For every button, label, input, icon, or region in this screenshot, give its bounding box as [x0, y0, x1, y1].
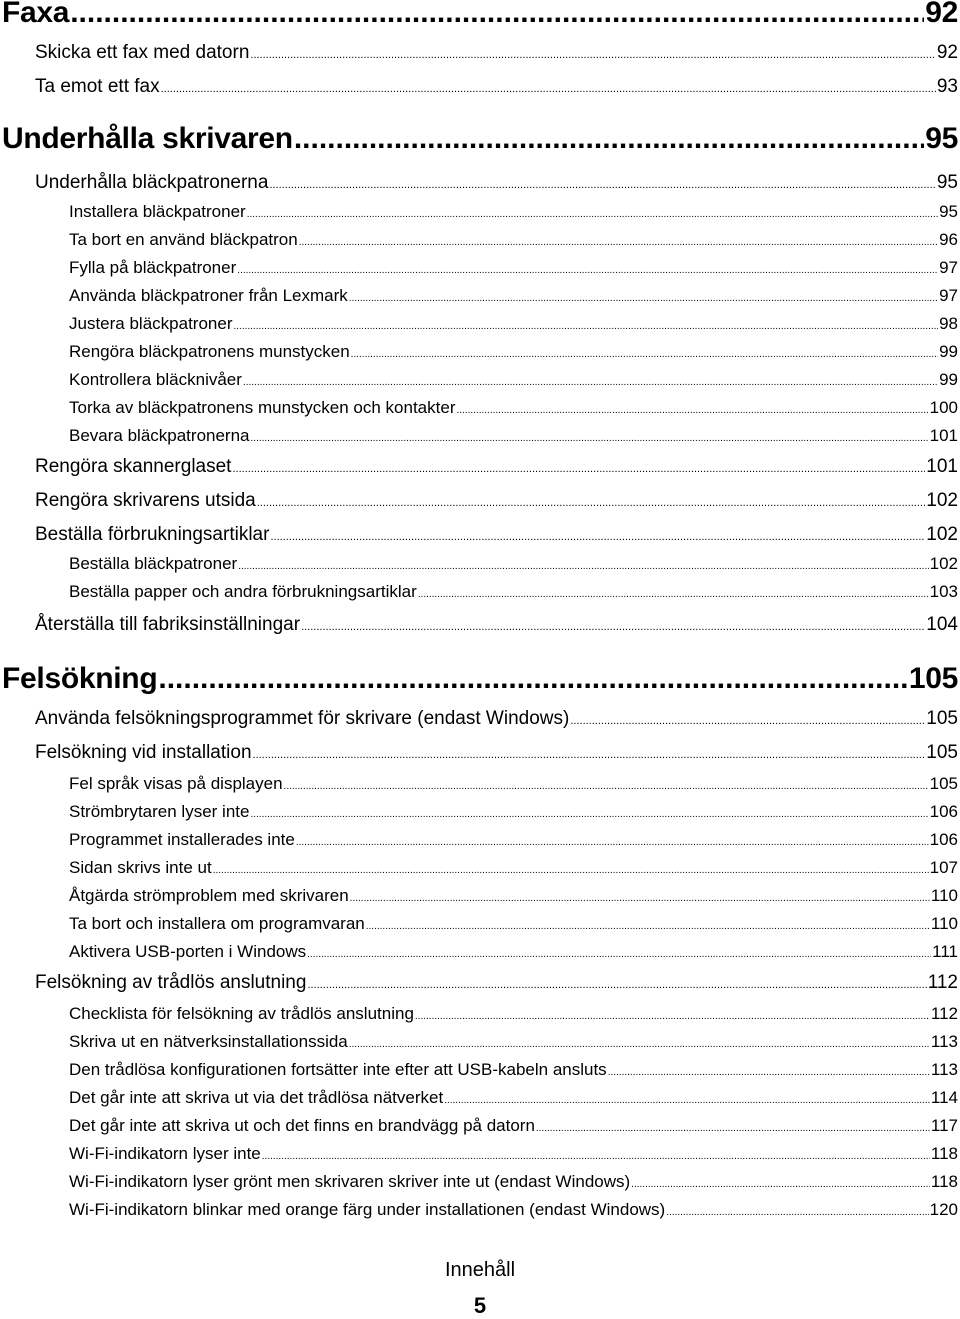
toc-entry-label: Rengöra skrivarens utsida	[35, 490, 256, 511]
toc-page-number: 92	[925, 0, 958, 29]
toc-page-number: 102	[926, 490, 958, 511]
toc-entry-label: Rengöra bläckpatronens munstycken	[69, 342, 350, 361]
toc-subsection[interactable]	[69, 1144, 958, 1164]
toc-page-number: 114	[930, 1088, 958, 1107]
toc-subsection[interactable]	[69, 342, 958, 362]
dot-leader	[238, 554, 928, 574]
dot-leader	[161, 76, 936, 98]
toc-subsection[interactable]	[69, 426, 958, 446]
toc-entry-label: Aktivera USB-porten i Windows	[69, 942, 307, 961]
toc-page-number: 95	[939, 202, 958, 221]
toc-entry-label: Ta bort och installera om programvaran	[69, 914, 365, 933]
toc-entry-label: Skicka ett fax med datorn	[35, 42, 250, 63]
dot-leader	[250, 42, 935, 64]
dot-leader	[299, 230, 938, 250]
toc-subsection[interactable]	[69, 202, 958, 222]
toc-page-number: 112	[930, 1004, 958, 1023]
toc-page-number: 118	[930, 1144, 958, 1163]
toc-chapter-faxa[interactable]	[2, 0, 958, 30]
toc-page-number: 96	[939, 230, 958, 249]
dot-leader	[213, 858, 929, 878]
dot-leader	[237, 258, 938, 278]
toc-entry-label: Underhålla bläckpatronerna	[35, 172, 269, 193]
toc-page-number: 105	[908, 662, 958, 695]
toc-entry-label: Wi-Fi-indikatorn blinkar med orange färg under installationen (endast Windows)	[69, 1200, 666, 1219]
toc-page-number: 117	[930, 1116, 958, 1135]
toc-section[interactable]	[35, 172, 958, 194]
toc-page-number: 110	[930, 886, 958, 905]
dot-leader	[307, 942, 931, 962]
toc-entry-label: Felsökning vid installation	[35, 742, 252, 763]
toc-entry-label: Felsökning av trådlös anslutning	[35, 972, 307, 993]
toc-section[interactable]	[35, 708, 958, 730]
toc-subsection[interactable]	[69, 286, 958, 306]
dot-leader	[350, 886, 930, 906]
toc-page-number: 112	[927, 972, 958, 993]
toc-page-number: 95	[925, 122, 958, 155]
toc-section[interactable]	[35, 524, 958, 546]
dot-leader	[232, 456, 925, 478]
dot-leader	[296, 830, 929, 850]
toc-entry-label: Faxa	[2, 0, 70, 29]
dot-leader	[270, 524, 925, 546]
toc-entry-label: Fylla på bläckpatroner	[69, 258, 237, 277]
toc-page-number: 113	[930, 1060, 958, 1079]
toc-entry-label: Beställa bläckpatroner	[69, 554, 238, 573]
toc-entry-label: Fel språk visas på displayen	[69, 774, 283, 793]
toc-subsection[interactable]	[69, 258, 958, 278]
dot-leader	[666, 1200, 928, 1220]
toc-page-number: 120	[929, 1200, 958, 1219]
toc-section[interactable]	[35, 742, 958, 764]
toc-page-number: 97	[939, 286, 958, 305]
footer-section-title: Innehåll	[444, 1259, 516, 1281]
toc-page-number: 105	[929, 774, 958, 793]
toc-subsection[interactable]	[69, 398, 958, 418]
dot-leader	[351, 342, 938, 362]
toc-page-number: 102	[926, 524, 958, 545]
dot-leader	[608, 1060, 930, 1080]
toc-section[interactable]	[35, 456, 958, 478]
toc-entry-label: Beställa papper och andra förbrukningsartiklar	[69, 582, 417, 601]
toc-entry-label: Ta bort en använd bläckpatron	[69, 230, 298, 249]
toc-section[interactable]	[35, 614, 958, 636]
toc-entry-label: Strömbrytaren lyser inte	[69, 802, 250, 821]
toc-section[interactable]	[35, 490, 958, 512]
dot-leader	[257, 490, 926, 512]
toc-subsection[interactable]	[69, 942, 958, 962]
toc-subsection[interactable]	[69, 1116, 958, 1136]
dot-leader	[418, 582, 929, 602]
toc-page-number: 105	[926, 742, 958, 763]
toc-entry-label: Använda bläckpatroner från Lexmark	[69, 286, 348, 305]
toc-page-number: 93	[936, 76, 958, 97]
toc-subsection[interactable]	[69, 830, 958, 850]
toc-chapter-underhalla[interactable]	[2, 122, 958, 156]
toc-subsection[interactable]	[69, 1200, 958, 1220]
toc-chapter-felsokning[interactable]	[2, 662, 958, 696]
toc-subsection[interactable]	[69, 370, 958, 390]
toc-entry-label: Felsökning	[2, 662, 158, 695]
toc-subsection[interactable]	[69, 1060, 958, 1080]
toc-entry-label: Sidan skrivs inte ut	[69, 858, 212, 877]
toc-entry-label: Det går inte att skriva ut via det trådlösa nätverket	[69, 1088, 444, 1107]
toc-entry-label: Skriva ut en nätverksinstallationssida	[69, 1032, 348, 1051]
toc-entry-label: Åtgärda strömproblem med skrivaren	[69, 886, 349, 905]
toc-page-number: 107	[929, 858, 958, 877]
toc-subsection[interactable]	[69, 858, 958, 878]
dot-leader	[444, 1088, 930, 1108]
toc-page-number: 105	[926, 708, 958, 729]
toc-entry-label: Wi-Fi-indikatorn lyser inte	[69, 1144, 261, 1163]
toc-entry-label: Beställa förbrukningsartiklar	[35, 524, 270, 545]
dot-leader	[250, 802, 928, 822]
dot-leader	[415, 1004, 930, 1024]
toc-entry-label: Kontrollera bläcknivåer	[69, 370, 242, 389]
dot-leader	[269, 172, 935, 194]
toc-entry-label: Torka av bläckpatronens munstycken och kontakter	[69, 398, 456, 417]
toc-entry-label: Ta emot ett fax	[35, 76, 160, 97]
toc-page-number: 101	[926, 456, 958, 477]
dot-leader	[366, 914, 930, 934]
toc-entry-label: Underhålla skrivaren	[2, 122, 293, 155]
toc-entry-label: Använda felsökningsprogrammet för skrivare (endast Windows)	[35, 708, 570, 729]
toc-page-number: 92	[936, 42, 958, 63]
dot-leader	[243, 370, 938, 390]
toc-section[interactable]	[35, 76, 958, 98]
dot-leader	[631, 1172, 930, 1192]
dot-leader	[284, 774, 929, 794]
footer-page-number: 5	[473, 1293, 487, 1318]
toc-entry-label: Bevara bläckpatronerna	[69, 426, 250, 445]
toc-subsection[interactable]	[69, 1088, 958, 1108]
dot-leader	[301, 614, 925, 636]
toc-page-number: 111	[932, 942, 958, 961]
dot-leader	[307, 972, 926, 994]
toc-page-number: 95	[936, 172, 958, 193]
toc-section[interactable]	[35, 42, 958, 64]
dot-leader	[349, 1032, 930, 1052]
toc-entry-label: Programmet installerades inte	[69, 830, 295, 849]
toc-page-number: 103	[929, 582, 958, 601]
toc-subsection[interactable]	[69, 554, 958, 574]
toc-page-number: 106	[929, 830, 958, 849]
toc-subsection[interactable]	[69, 886, 958, 906]
dot-leader	[570, 708, 925, 730]
toc-page-number: 100	[929, 398, 958, 417]
dot-leader	[349, 286, 938, 306]
toc-page-number: 110	[930, 914, 958, 933]
toc-page-number: 106	[929, 802, 958, 821]
toc-page-number: 104	[926, 614, 958, 635]
toc-page-number: 102	[929, 554, 958, 573]
toc-subsection[interactable]	[69, 582, 958, 602]
dot-leader	[247, 202, 938, 222]
dot-leader	[456, 398, 928, 418]
toc-subsection[interactable]	[69, 230, 958, 250]
dot-leader	[253, 742, 926, 764]
toc-entry-label: Rengöra skannerglaset	[35, 456, 232, 477]
dot-leader	[536, 1116, 930, 1136]
toc-entry-label: Justera bläckpatroner	[69, 314, 233, 333]
toc-subsection[interactable]	[69, 802, 958, 822]
toc-section[interactable]	[35, 972, 958, 994]
dot-leader	[294, 122, 924, 156]
toc-entry-label: Den trådlösa konfigurationen fortsätter inte efter att USB-kabeln ansluts	[69, 1060, 607, 1079]
toc-subsection[interactable]	[69, 314, 958, 334]
toc-page-number: 99	[939, 342, 958, 361]
toc-entry-label: Wi-Fi-indikatorn lyser grönt men skrivaren skriver inte ut (endast Windows)	[69, 1172, 631, 1191]
toc-page-number: 98	[939, 314, 958, 333]
toc-subsection[interactable]	[69, 1032, 958, 1052]
toc-entry-label: Återställa till fabriksinställningar	[35, 614, 301, 635]
toc-entry-label: Installera bläckpatroner	[69, 202, 246, 221]
dot-leader	[251, 426, 929, 446]
toc-page-number: 118	[930, 1172, 958, 1191]
dot-leader	[262, 1144, 930, 1164]
toc-subsection[interactable]	[69, 914, 958, 934]
dot-leader	[70, 0, 924, 30]
dot-leader	[158, 662, 907, 696]
toc-subsection[interactable]	[69, 1004, 958, 1024]
toc-page-number: 99	[939, 370, 958, 389]
toc-subsection[interactable]	[69, 1172, 958, 1192]
toc-page-number: 113	[930, 1032, 958, 1051]
toc-page-number: 97	[939, 258, 958, 277]
toc-page-number: 101	[929, 426, 958, 445]
toc-subsection[interactable]	[69, 774, 958, 794]
toc-entry-label: Checklista för felsökning av trådlös anslutning	[69, 1004, 414, 1023]
toc-entry-label: Det går inte att skriva ut och det finns en brandvägg på datorn	[69, 1116, 535, 1135]
dot-leader	[233, 314, 938, 334]
